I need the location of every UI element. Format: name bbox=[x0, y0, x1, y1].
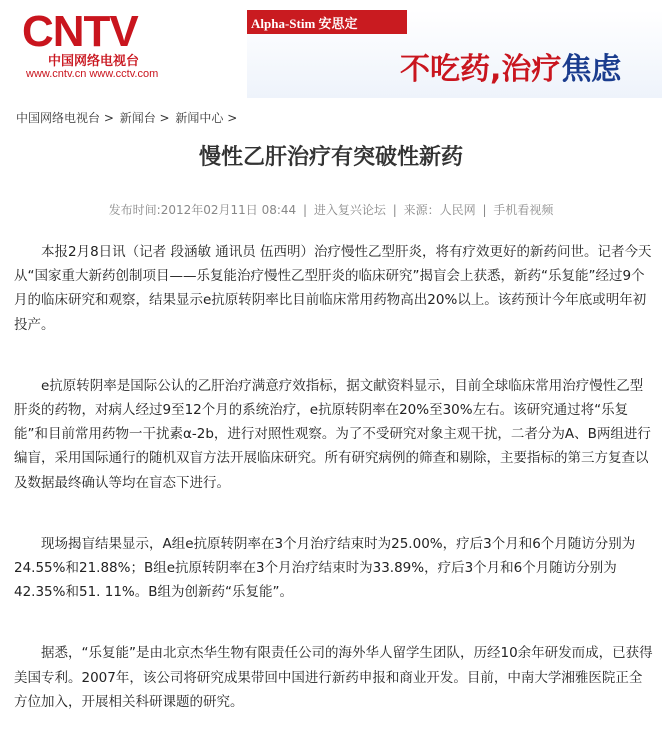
ad-banner[interactable] bbox=[247, 10, 662, 98]
article-paragraph: 现场揭盲结果显示，A组e抗原转阴率在3个月治疗结束时为25.00%，疗后3个月和6个月随访分别为24.55%和21.88%；B组e抗原转阴率在3个月治疗结束时为33.89%，疗后3个月和6个月随访分别为42.35%和51. 11%。B组为创新药“乐复能”。 bbox=[14, 535, 636, 601]
logo-urls: www.cntv.cn www.cctv.com bbox=[26, 68, 159, 80]
breadcrumb bbox=[16, 109, 239, 126]
breadcrumb-item-news[interactable]: 新闻台 > bbox=[119, 111, 170, 125]
site-header bbox=[0, 0, 662, 90]
cntv-logo[interactable] bbox=[22, 7, 222, 82]
ad-slogan-red: 不吃药,治疗 bbox=[400, 52, 562, 87]
ad-brand-bar bbox=[247, 10, 407, 34]
article-meta: 发布时间:2012年02月11日 08:44 | 进入复兴论坛 | 来源：人民网 | 手机看视频 bbox=[108, 203, 554, 217]
page-title: 慢性乙肝治疗有突破性新药 bbox=[198, 145, 463, 170]
article-body bbox=[14, 240, 654, 751]
article-paragraph: e抗原转阴率是国际公认的乙肝治疗满意疗效指标，据文献资料显示，目前全球临床常用治疗慢性乙型肝炎的药物，对病人经过9至12个月的系统治疗，e抗原转阴率在20%至30%左右。该研究通过将“乐复能”和目前常用药物一干扰素α-2b，进行对照性观察。为了不受研究对象主观干扰，二者分为A、B两组进行编盲，采用国际通行的随机双盲方法开展临床研究。所有研究病例的筛查和剔除，主要指标的第三方复查以及数据最终确认等均在盲态下进行。 bbox=[14, 377, 651, 491]
ad-slogan-blue: 焦虑 bbox=[561, 52, 622, 87]
breadcrumb-item-news-center[interactable]: 新闻中心 > bbox=[175, 111, 238, 125]
breadcrumb-item-home[interactable]: 中国网络电视台 > bbox=[16, 111, 114, 125]
source-label: 来源：人民网 bbox=[403, 203, 476, 217]
mobile-video-link[interactable]: 手机看视频 bbox=[493, 203, 554, 217]
ad-brand: Alpha-Stim 安思定 bbox=[251, 16, 358, 31]
logo-chinese-name: 中国网络电视台 bbox=[48, 54, 140, 69]
article-paragraph: 据悉，“乐复能”是由北京杰华生物有限责任公司的海外华人留学生团队，历经10余年研发而成，已获得美国专利。2007年，该公司将研究成果带回中国进行新药申报和商业开发。目前，中南大学湘雅医院正全方位加入，开展相关科研课题的研究。 bbox=[14, 645, 653, 710]
forum-link[interactable]: 进入复兴论坛 bbox=[313, 203, 386, 217]
ad-slogan bbox=[400, 44, 621, 88]
publish-time: 发布时间:2012年02月11日 08:44 bbox=[108, 203, 297, 217]
logo-wordmark: CNTV bbox=[22, 7, 138, 56]
article-paragraph: 本报2月8日讯（记者 段涵敏 通讯员 伍西明）治疗慢性乙型肝炎，将有疗效更好的新药问世。记者今天从“国家重大新药创制项目——乐复能治疗慢性乙型肝炎的临床研究”揭盲会上获悉，新药“乐复能”经过9个月的临床研究和观察，结果显示e抗原转阴率比目前临床常用药物高出20%以上。该药预计今年底或明年初投产。 bbox=[14, 244, 652, 333]
